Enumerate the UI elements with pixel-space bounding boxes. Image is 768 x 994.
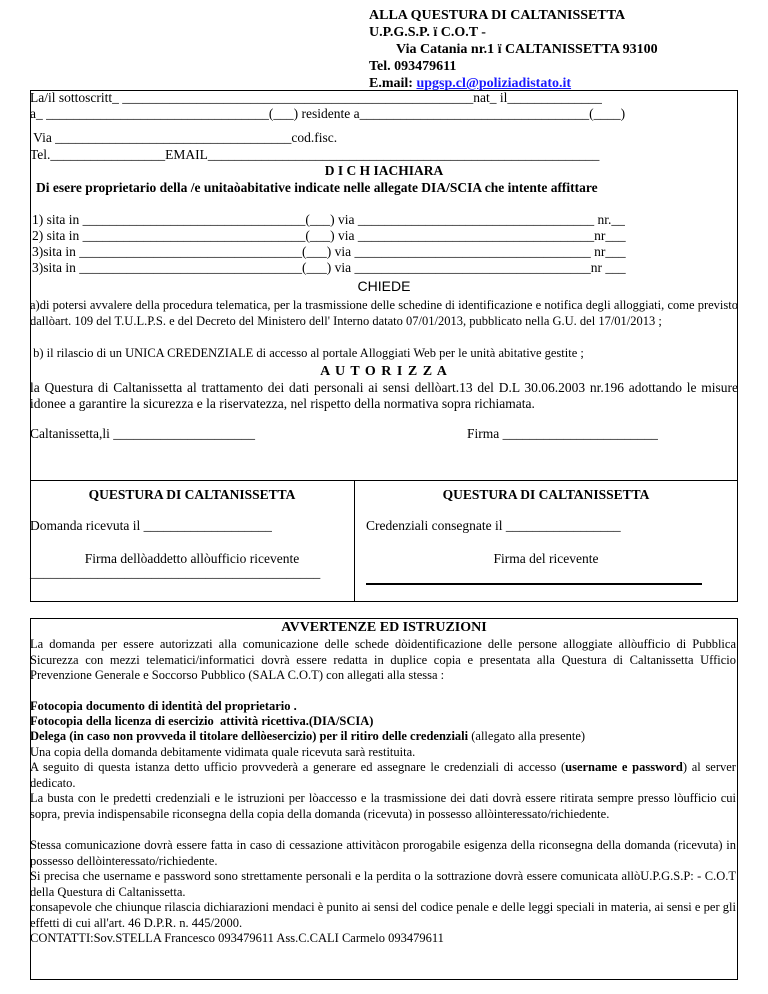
form-row-name[interactable]: La/il sottoscritt_ ____________________________________________________nat_ il______________ bbox=[30, 90, 602, 105]
delegation-bold: Delega (in caso non provveda il titolare dellòesercizio) per il ritiro delle credenziali bbox=[30, 729, 469, 743]
unit-row[interactable]: 2) sita in _________________________________(___) via ___________________________________nr___ bbox=[32, 228, 626, 243]
credentials-delivered-field[interactable]: Credenziali consegnate il _________________ bbox=[366, 518, 621, 533]
place-date-field[interactable]: Caltanissetta,li _____________________ bbox=[30, 426, 255, 441]
email-label: E.mail: bbox=[369, 76, 417, 91]
instructions-p7: consapevole che chiunque rilascia dichiarazioni mendaci è punito ai sensi del codice penale e delle leggi speciali in materia, ai sensi e per gli effetti di cui all'art. 46 D.P.R. n. 445/2000. bbox=[30, 900, 736, 930]
request-title: CHIEDE bbox=[357, 278, 411, 294]
instructions-p1: La domanda per essere autorizzati alla comunicazione delle schede dòidentificazione delle persone alloggiate allòufficio di Pubblica Sicurezza con mezzi telematici/informatici dovrà essere redatta in duplice copia e presentata alla Questura di Caltanissetta Ufficio Prevenzione Generale e Soccorso Pubblico (SALA C.O.T) con allegati alla stessa : bbox=[30, 637, 736, 682]
recipient-signature-line[interactable] bbox=[366, 583, 702, 585]
authorization-title: A U T O R I Z Z A bbox=[320, 364, 448, 379]
received-date-field[interactable]: Domanda ricevuta il ___________________ bbox=[30, 518, 272, 533]
unit-row[interactable]: 3)sita in _________________________________(___) via ___________________________________ nr___ bbox=[32, 244, 626, 259]
p3-text-end: ) al server dedicato. bbox=[30, 760, 736, 790]
required-doc-license: Fotocopia della licenza di esercizio attività ricettiva.(DIA/SCIA) bbox=[30, 714, 374, 728]
clerk-signature-line[interactable]: ___________________________________________ bbox=[30, 565, 321, 580]
required-doc-delegation bbox=[30, 729, 585, 745]
office-right-title: QUESTURA DI CALTANISSETTA bbox=[442, 487, 650, 502]
header-address: Via Catania nr.1 ï CALTANISSETTA 93100 bbox=[396, 42, 658, 57]
header-office: U.P.G.S.P. ï C.O.T - bbox=[369, 25, 486, 40]
unit-row[interactable]: 1) sita in _________________________________(___) via ___________________________________ nr.__ bbox=[32, 212, 625, 227]
recipient-signature-label: Firma del ricevente bbox=[493, 551, 599, 566]
request-a: a)di potersi avvalere della procedura telematica, per la trasmissione delle schedine di identificazione e notifica degli alloggiati, come previsto dallòart. 109 del T.U.L.P.S. e del Decreto del Ministero dell' Interno datato 07/01/2013, pubblicato nella G.U. del 17/01/2013 ; bbox=[30, 298, 738, 328]
form-row-birthplace[interactable]: a_ _________________________________(___) residente a__________________________________(____) bbox=[30, 106, 626, 121]
contacts-line: CONTATTI:Sov.STELLA Francesco 093479611 Ass.C.CALI Carmelo 093479611 bbox=[30, 931, 444, 945]
instructions-p4: La busta con le predetti credenziali e le istruzioni per lòaccesso e la trasmissione dei dati dovrà essere ritirata sempre presso lòufficio cui sopra, previa indispensabile riconsegna della copia della domanda (ricevuta) in possesso allòinteressato/richiedente. bbox=[30, 791, 736, 821]
instructions-title: AVVERTENZE ED ISTRUZIONI bbox=[281, 620, 487, 635]
form-row-street[interactable]: Via ___________________________________cod.fisc. bbox=[30, 130, 338, 145]
declaration-text: Di esere proprietario della /e unitaòabitative indicate nelle allegate DIA/SCIA che intente affittare bbox=[36, 180, 598, 195]
clerk-signature-label: Firma dellòaddetto allòufficio ricevente bbox=[84, 551, 300, 566]
instructions-p5: Stessa comunicazione dovrà essere fatta in caso di cessazione attivitàcon prorogabile esigenza della riconsegna della domanda (ricevuta) in possesso dellòinteressato/richiedente. bbox=[30, 838, 736, 868]
required-doc-id: Fotocopia documento di identità del proprietario . bbox=[30, 699, 297, 713]
signature-field[interactable]: Firma _______________________ bbox=[467, 426, 658, 441]
request-b: b) il rilascio di un UNICA CREDENZIALE di accesso al portale Alloggiati Web per le unità abitative gestite ; bbox=[30, 346, 584, 360]
delegation-note: (allegato alla presente) bbox=[468, 729, 586, 743]
authorization-text: la Questura di Caltanissetta al trattamento dei dati personali ai sensi dellòart.13 del D.L 30.06.2003 nr.196 adottando le misure idonee a garantire la sicurezza e la riservatezza, nel rispetto della normativa sopra richiamata. bbox=[30, 380, 738, 411]
instructions-p6: Si precisa che username e password sono strettamente personali e la perdita o la sottrazione dovrà essere comunicata allòU.P.G.S.P: - C.O.T della Questura di Caltanissetta. bbox=[30, 869, 736, 899]
email-link[interactable]: upgsp.cl@poliziadistato.it bbox=[416, 76, 572, 91]
instructions-p3 bbox=[30, 760, 736, 791]
p3-credentials: username e password bbox=[565, 760, 683, 774]
header-phone: Tel. 093479611 bbox=[369, 59, 457, 74]
office-left-title: QUESTURA DI CALTANISSETTA bbox=[88, 487, 296, 502]
unit-row[interactable]: 3)sita in _________________________________(___) via ___________________________________nr ___ bbox=[32, 260, 626, 275]
p3-text: A seguito di questa istanza detto ufficio provvederà a generare ed assegnare le credenziali di accesso ( bbox=[30, 760, 566, 774]
declaration-title: D I C H IACHIARA bbox=[324, 163, 444, 178]
header-addressee: ALLA QUESTURA DI CALTANISSETTA bbox=[369, 8, 626, 23]
form-row-contacts[interactable]: Tel._________________EMAIL__________________________________________________________ bbox=[30, 147, 600, 162]
instructions-p2: Una copia della domanda debitamente vidimata quale ricevuta sarà restituita. bbox=[30, 745, 416, 759]
